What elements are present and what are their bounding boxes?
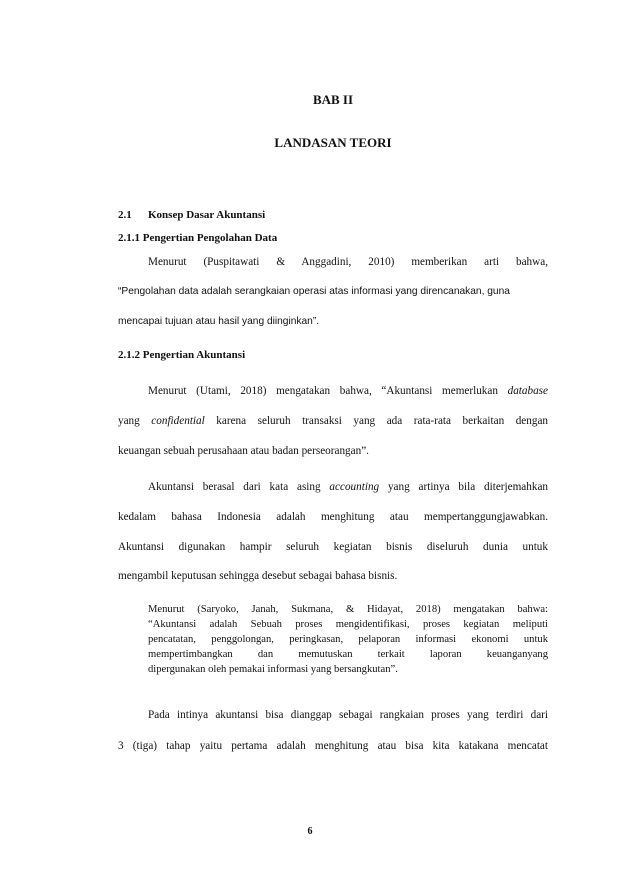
italic-term: confidential bbox=[151, 415, 205, 427]
paragraph-1-line-2: “Pengolahan data adalah serangkaian operasi atas informasi yang direncanakan, guna bbox=[118, 286, 510, 297]
paragraph-4-line-2: 3 (tiga) tahap yaitu pertama adalah menghitung atau bisa kita katakana mencatat bbox=[118, 740, 548, 752]
quote-line-4: mempertimbangkan dan memutuskan terkait laporan keuanganyang bbox=[148, 649, 548, 660]
section-title: Konsep Dasar Akuntansi bbox=[148, 209, 266, 221]
quote-line-1: Menurut (Saryoko, Janah, Sukmana, & Hidayat, 2018) mengatakan bahwa: bbox=[148, 604, 548, 615]
paragraph-3-line-2: kedalam bahasa Indonesia adalah menghitung atau mempertanggungjawabkan. bbox=[118, 511, 548, 523]
paragraph-2-line-2 bbox=[118, 415, 548, 427]
paragraph-4-line-1: Pada intinya akuntansi bisa dianggap sebagai rangkaian proses yang terdiri dari bbox=[148, 709, 548, 721]
italic-term: database bbox=[507, 385, 548, 397]
section-number: 2.1 bbox=[118, 209, 132, 221]
page-number: 6 bbox=[307, 826, 313, 837]
chapter-title: LANDASAN TEORI bbox=[274, 135, 392, 150]
text-run: yang bbox=[118, 415, 152, 427]
quote-line-2: “Akuntansi adalah Sebuah proses mengidentifikasi, proses kegiatan meliputi bbox=[148, 619, 548, 630]
section-heading-2-1-1 bbox=[118, 232, 277, 244]
quote-line-3: pencatatan, penggolongan, peringkasan, pelaporan informasi ekonomi untuk bbox=[148, 634, 548, 645]
paragraph-3-line-1 bbox=[148, 481, 548, 493]
text-run: Akuntansi berasal dari kata asing bbox=[148, 481, 330, 493]
paragraph-3-line-3: Akuntansi digunakan hampir seluruh kegiatan bisnis diseluruh dunia untuk bbox=[118, 541, 548, 553]
section-number: 2.1.1 bbox=[118, 232, 140, 244]
section-title: Pengertian Akuntansi bbox=[142, 349, 246, 361]
chapter-number: BAB II bbox=[312, 92, 354, 107]
italic-term: accounting bbox=[329, 481, 380, 493]
section-heading-2-1 bbox=[118, 209, 265, 221]
paragraph-2-line-1 bbox=[148, 385, 548, 397]
quote-line-5: dipergunakan oleh pemakai informasi yang bersangkutan”. bbox=[148, 664, 398, 675]
text-run: karena seluruh transaksi yang ada rata-rata berkaitan dengan bbox=[204, 415, 549, 427]
section-number: 2.1.2 bbox=[118, 349, 140, 361]
paragraph-1-line-1: Menurut (Puspitawati & Anggadini, 2010) memberikan arti bahwa, bbox=[148, 256, 548, 268]
text-run: yang artinya bila diterjemahkan bbox=[379, 481, 548, 493]
paragraph-2-line-3: keuangan sebuah perusahaan atau badan perseorangan”. bbox=[118, 445, 369, 457]
section-heading-2-1-2 bbox=[118, 349, 245, 361]
paragraph-1-line-3: mencapai tujuan atau hasil yang diinginkan”. bbox=[118, 316, 320, 327]
section-title: Pengertian Pengolahan Data bbox=[142, 232, 278, 244]
text-run: Menurut (Utami, 2018) mengatakan bahwa, “Akuntansi memerlukan bbox=[148, 385, 508, 397]
paragraph-3-line-4: mengambil keputusan sehingga desebut sebagai bahasa bisnis. bbox=[118, 570, 398, 582]
